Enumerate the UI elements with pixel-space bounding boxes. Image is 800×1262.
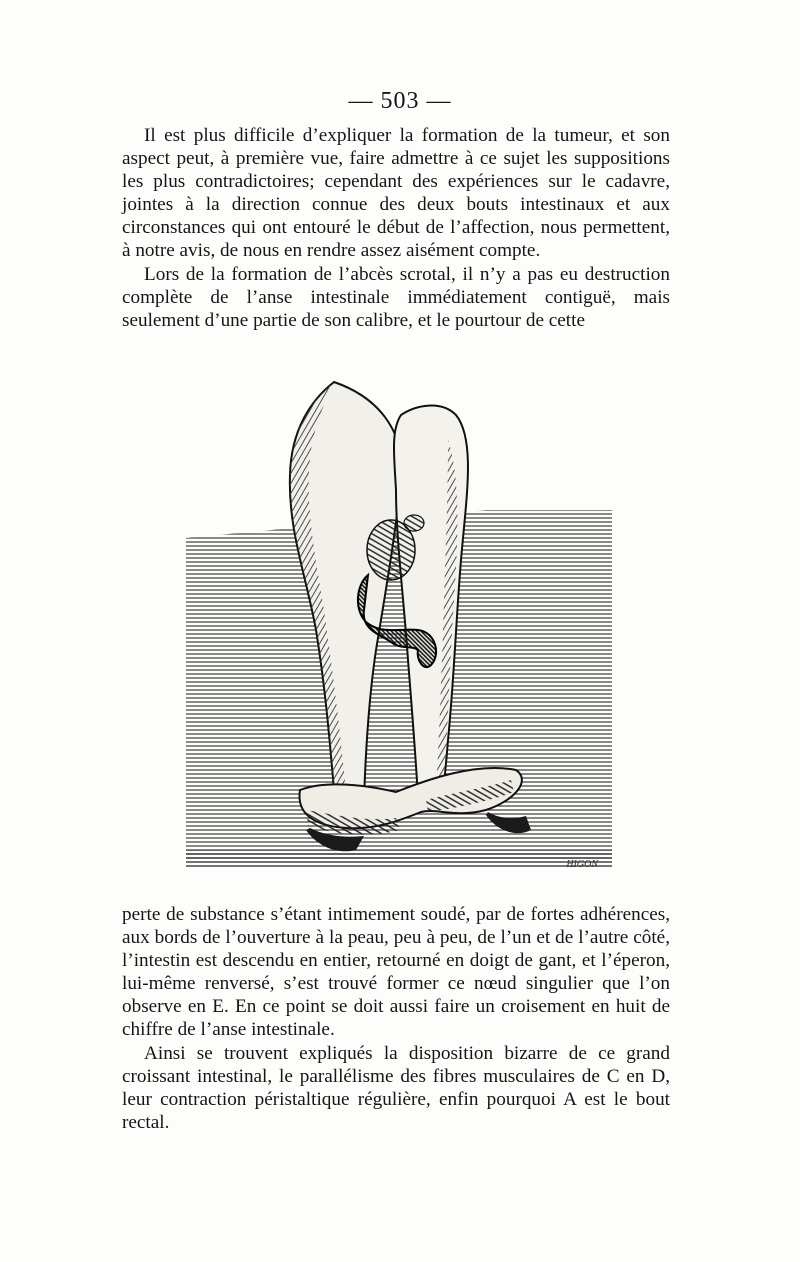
- paragraph: Ainsi se trouvent expliqués la disposition bizarre de ce grand croissant intestinal, le parallélisme des fibres musculaires de C en D, leur contraction péristaltique régulière, enfin pourquoi A est le bout rectal.: [122, 1042, 670, 1133]
- paragraph: Il est plus difficile d’expliquer la formation de la tumeur, et son aspect peut, à première vue, faire admettre à ce sujet les suppositions les plus contradictoires; cependant des expériences sur le cadavre, jointes à la direction connue des deux bouts intestinaux et aux circonstances qui ont entouré le début de l’affection, nous permettent, à notre avis, de nous en rendre assez aisément compte.: [122, 125, 670, 262]
- paragraph: Lors de la formation de l’abcès scrotal, il n’y a pas eu destruction complète de l’anse intestinale immédiatement contiguë, mais seulement d’une partie de son calibre, et le pourtour de cette: [122, 263, 670, 331]
- engraving-drawing: [186, 360, 612, 882]
- page-number: — 503 —: [348, 88, 452, 114]
- engraver-signature: HIGON: [566, 859, 598, 870]
- bottom-text-block: [122, 903, 670, 1134]
- paragraph: perte de substance s’étant intimement soudé, par de fortes adhérences, aux bords de l’ouverture à la peau, peu à peu, de l’un et de l’autre côté, l’intestin est descendu en entier, retourné en doigt de gant, et l’éperon, lui-même renversé, s’est trouvé former ce nœud singulier que l’on observe en E. En ce point se doit aussi faire un croisement en huit de chiffre de l’anse intestinale.: [122, 904, 670, 1041]
- anatomical-engraving: [186, 360, 612, 882]
- top-text-block: [122, 124, 670, 332]
